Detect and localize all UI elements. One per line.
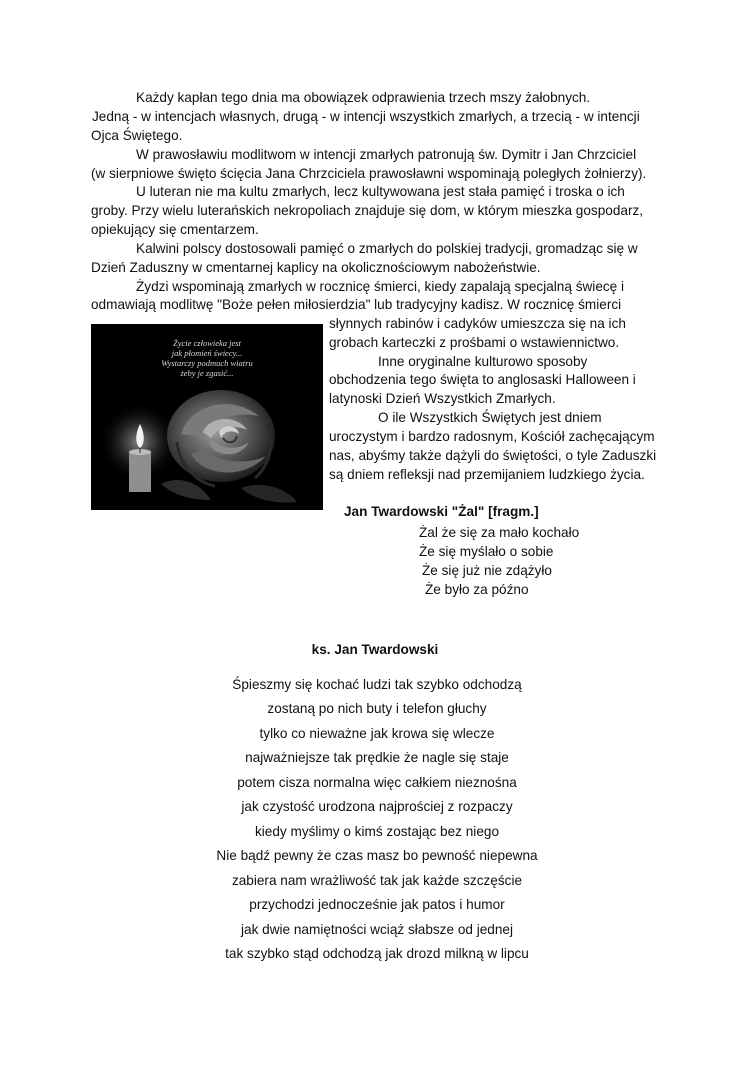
photo-caption-line: Wystarczy podmuch wiatru (161, 358, 253, 368)
poem2-line: najważniejsze tak prędkie że nagle się staje (245, 750, 509, 765)
side-text-line: grobach karteczki z prośbami o wstawiennictwo. (329, 335, 620, 350)
prose-line: Ojca Świętego. (91, 128, 183, 143)
side-text-line: Inne oryginalne kulturowo sposoby (378, 354, 588, 369)
prose-line: Jedną - w intencjach własnych, drugą - w intencji wszystkich zmarłych, a trzecią - w intencji (92, 109, 640, 124)
prose-line: Kalwini polscy dostosowali pamięć o zmarłych do polskiej tradycji, gromadząc się w (136, 241, 638, 256)
side-text-line: słynnych rabinów i cadyków umieszcza się na ich (329, 316, 626, 331)
side-text-line: obchodzenia tego święta to anglosaski Halloween i (329, 372, 636, 387)
photo-caption-line: żeby je zgasić... (180, 368, 234, 378)
poem2-line: przychodzi jednocześnie jak patos i humor (249, 897, 505, 912)
poem2-line: zabiera nam wrażliwość tak jak każde szczęście (231, 873, 523, 888)
photo-caption-line: jak płomień świecy... (171, 348, 243, 358)
prose-line: W prawosławiu modlitwom w intencji zmarłych patronują św. Dymitr i Jan Chrzciciel (136, 147, 637, 162)
photo-caption-line: Życie człowieka jest (173, 338, 241, 348)
prose-line: Każdy kapłan tego dnia ma obowiązek odprawienia trzech mszy żałobnych. (136, 90, 591, 105)
poem1-line: Że było za późno (425, 582, 529, 597)
prose-line: groby. Przy wielu luterańskich nekropoliach znajduje się dom, w którym mieszka gospodarz, (91, 203, 644, 218)
poem2-line: potem cisza normalna więc całkiem nieznośna (237, 775, 517, 790)
poem2-line: jak dwie namiętności wciąż słabsze od jednej (240, 922, 513, 937)
side-text-line: są dniem refleksji nad przemijaniem ludzkiego życia. (329, 467, 645, 482)
poem2-line: tylko co nieważne jak krowa się wlecze (259, 726, 495, 741)
prose-line: opiekujący się cmentarzem. (91, 222, 259, 237)
poem2-line: Nie bądź pewny że czas masz bo pewność niepewna (216, 848, 538, 863)
prose-line: U luteran nie ma kultu zmarłych, lecz kultywowana jest stała pamięć i troska o ich (136, 184, 625, 199)
prose-line: Żydzi wspominają zmarłych w rocznicę śmierci, kiedy zapalają specjalną świecę i (136, 279, 625, 294)
prose-line: odmawiają modlitwę "Boże pełen miłosierdzia" lub tradycyjny kadisz. W rocznicę śmierci (91, 297, 622, 312)
prose-line: (w sierpniowe święto ścięcia Jana Chrzciciela prawosławni wspominają poległych żołnierzy). (91, 166, 647, 181)
poem1-line: Żal że się za mało kochało (419, 525, 580, 540)
poem2-line: tak szybko stąd odchodzą jak drozd milkną w lipcu (225, 946, 529, 961)
poem2-line: Śpieszmy się kochać ludzi tak szybko odchodzą (232, 677, 522, 692)
side-text-line: nas, abyśmy także dążyli do świętości, o tyle Zaduszki (329, 448, 657, 463)
poem1-line: Że się myślało o sobie (419, 544, 554, 559)
poem1-title: Jan Twardowski "Żal" [fragm.] (344, 504, 539, 519)
poem2-line: jak czystość urodzona najprościej z rozpaczy (241, 799, 513, 814)
side-text-line: O ile Wszystkich Świętych jest dniem (378, 410, 602, 425)
side-text-line: latynoski Dzień Wszystkich Zmarłych. (329, 391, 556, 406)
poem2-title: ks. Jan Twardowski (311, 642, 439, 657)
poem2-line: kiedy myślimy o kimś zostając bez niego (254, 824, 500, 839)
prose-line: Dzień Zaduszny w cmentarnej kaplicy na okolicznościowym nabożeństwie. (91, 260, 541, 275)
rose-candle-photo (91, 324, 323, 510)
poem1-line: Że się już nie zdążyło (422, 563, 552, 578)
poem2-line: zostaną po nich buty i telefon głuchy (267, 701, 487, 716)
side-text-line: uroczystym i bardzo radosnym, Kościół zachęcającym (329, 429, 655, 444)
